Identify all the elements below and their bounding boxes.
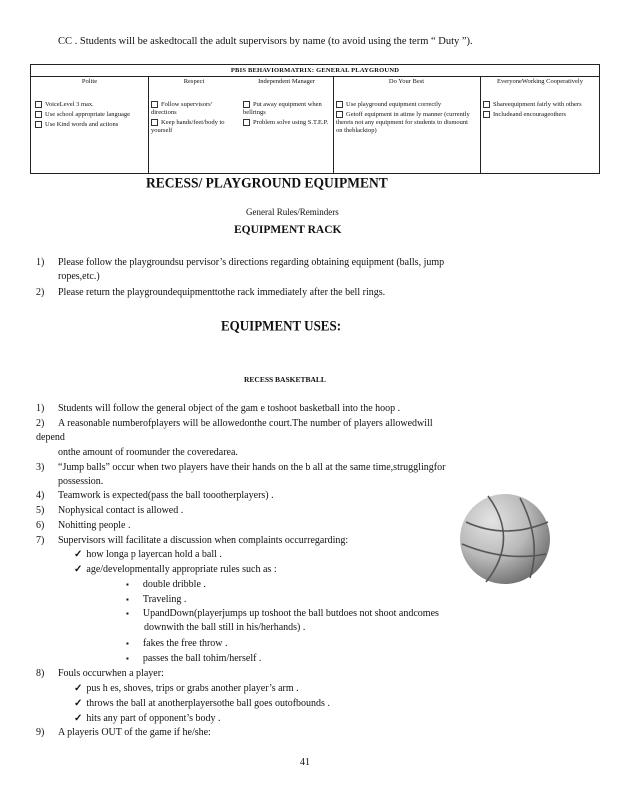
list-number: 1) — [36, 403, 45, 414]
bullet-item: ▪ UpandDown(playerjumps up toshoot the ball butdoes not shoot andcomes — [126, 608, 439, 619]
matrix-col-divider — [333, 76, 334, 173]
basketball-image — [458, 492, 552, 586]
pbis-matrix-table — [30, 64, 600, 174]
matrix-cell-cooperatively — [483, 101, 595, 121]
list-item: A playeris OUT of the game if he/she: — [58, 727, 211, 738]
bullet-item: ▪ fakes the free throw . — [126, 638, 228, 649]
list-item: Fouls occurwhen a player: — [58, 668, 164, 679]
list-number: 9) — [36, 727, 45, 738]
matrix-header-respect: Respect — [183, 78, 205, 85]
list-number: 2) — [36, 418, 45, 429]
matrix-header-polite: Polite — [81, 78, 98, 85]
list-item: Nophysical contact is allowed . — [58, 505, 184, 516]
page-title: RECESS/ PLAYGROUND EQUIPMENT — [146, 174, 388, 191]
intro-text: CC . Students will be askedtocall the adult supervisors by name (to avoid using the term “ Duty ”). — [58, 36, 473, 47]
matrix-col-divider — [148, 76, 149, 173]
section-title-basketball: RECESS BASKETBALL — [244, 375, 326, 384]
matrix-item: Problem solve using S.T.E.P. — [243, 119, 329, 127]
list-number: 4) — [36, 490, 45, 501]
matrix-col-divider — [480, 76, 481, 173]
matrix-cell-respect — [151, 101, 235, 137]
check-item: ✓ pus h es, shoves, trips or grabs another player’s arm . — [74, 683, 299, 694]
matrix-item: VoiceLevel 3 max. — [35, 101, 143, 109]
matrix-item: Put away equipment when bellrings — [243, 101, 322, 116]
section-title-uses: EQUIPMENT USES: — [221, 317, 342, 334]
list-number: 8) — [36, 668, 45, 679]
list-item: A reasonable numberofplayers will be allowedonthe court.The number of players allowedwill — [58, 418, 433, 429]
list-item: Please follow the playgroundsu pervisor’s directions regarding obtaining equipment (balls, jump — [58, 257, 445, 268]
matrix-header-do-your-best: Do Your Best — [388, 78, 425, 85]
list-item-cont: onthe amount of roomunder the coveredarea. — [58, 447, 238, 458]
list-item: Students will follow the general object of the gam e toshoot basketball into the hoop . — [58, 403, 401, 414]
list-item-cont: depend — [36, 432, 65, 443]
list-item: Please return the playgroundequipmenttothe rack immediately after the bell rings. — [58, 287, 386, 298]
matrix-cell-polite — [35, 101, 143, 131]
list-item: Supervisors will facilitate a discussion when complaints occurregarding: — [58, 535, 349, 546]
matrix-item: Use playground equipment correctly — [336, 101, 474, 109]
list-number: 7) — [36, 535, 45, 546]
list-item: Nohitting people . — [58, 520, 131, 531]
matrix-item: Use school appropriate language — [35, 111, 143, 119]
matrix-title: PBIS BEHAVIORMATRIX: GENERAL PLAYGROUND — [230, 67, 400, 74]
list-number: 5) — [36, 505, 45, 516]
bullet-item: ▪ passes the ball tohim/herself . — [126, 653, 261, 664]
matrix-header-independent: Independent Manager — [258, 78, 315, 85]
check-item: ✓ throws the ball at anotherplayersothe ball goes outofbounds . — [74, 698, 330, 709]
list-item-cont: possession. — [58, 476, 104, 487]
matrix-cell-independent — [243, 101, 329, 129]
matrix-item: Follow supervisors’ directions — [151, 101, 213, 116]
check-item: ✓ how longa p layercan hold a ball . — [74, 549, 222, 560]
matrix-header-cooperatively: EveryoneWorking Cooperatively — [497, 78, 583, 85]
subtitle: General Rules/Reminders — [246, 207, 339, 217]
list-number: 3) — [36, 462, 45, 473]
section-title-rack: EQUIPMENT RACK — [234, 224, 342, 236]
matrix-item: Use Kind words and actions — [35, 121, 143, 129]
list-number: 6) — [36, 520, 45, 531]
bullet-item: ▪ double dribble . — [126, 579, 206, 590]
check-item: ✓ age/developmentally appropriate rules such as : — [74, 564, 277, 575]
page-number: 41 — [300, 757, 310, 768]
list-item: “Jump balls” occur when two players have their hands on the b all at the same time,strugglingfor — [58, 462, 446, 473]
bullet-item-cont: downwith the ball still in his/herhands) . — [144, 622, 306, 633]
matrix-item: Getoff equipment in atime ly manner (currently thereis not any equipment for students to dismount on theblacktop) — [336, 111, 470, 134]
matrix-item: Keep hands/feet/body to yourself — [151, 119, 225, 134]
list-number: 1) — [36, 257, 45, 268]
matrix-item: Shareequipment fairly with others — [483, 101, 595, 109]
check-item: ✓ hits any part of opponent’s body . — [74, 713, 221, 724]
matrix-cell-do-your-best — [336, 101, 474, 137]
matrix-divider — [31, 76, 599, 77]
bullet-item: ▪ Traveling . — [126, 594, 186, 605]
list-number: 2) — [36, 287, 45, 298]
matrix-item: Includeand encourageothers — [483, 111, 595, 119]
list-item-cont: ropes,etc.) — [58, 271, 100, 282]
list-item: Teamwork is expected(pass the ball toootherplayers) . — [58, 490, 274, 501]
